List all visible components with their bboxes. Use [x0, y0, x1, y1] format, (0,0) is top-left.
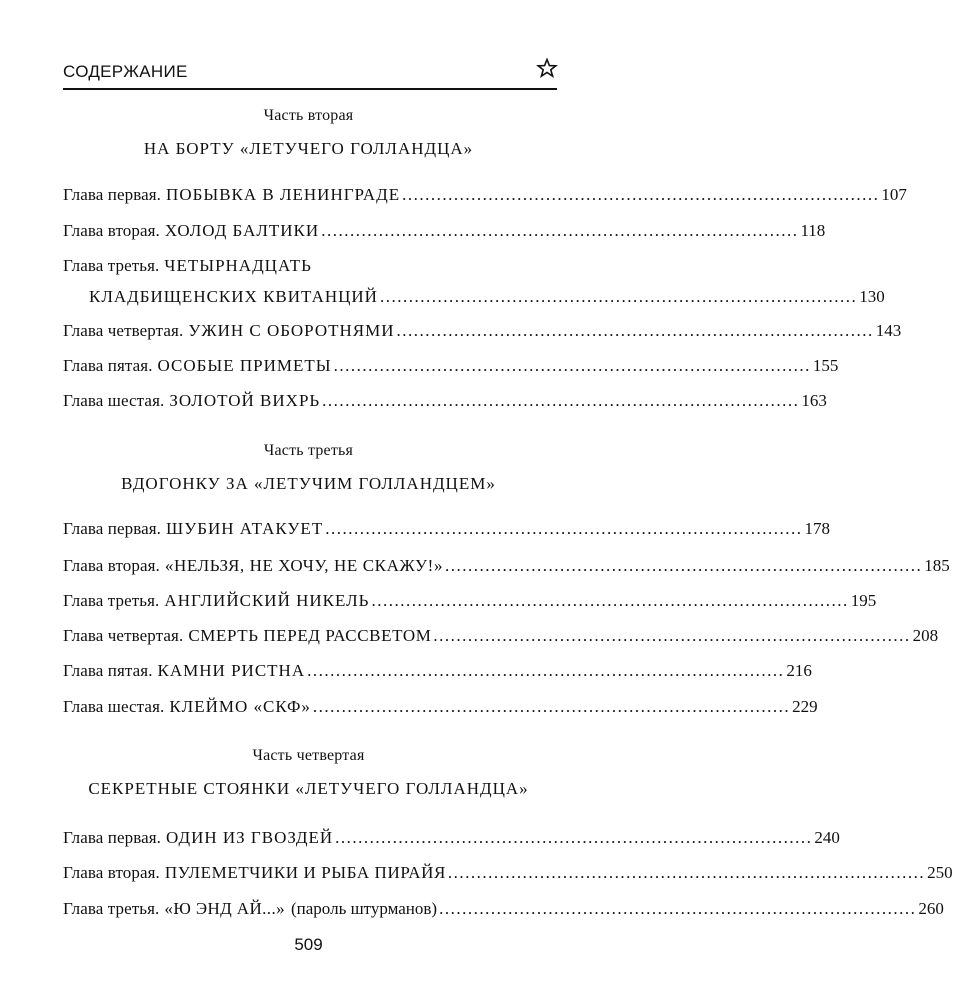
chapter-page: 130: [859, 287, 885, 306]
toc-entry[interactable]: [63, 697, 818, 721]
toc-entry[interactable]: [63, 256, 557, 280]
part-title: НА БОРТУ «ЛЕТУЧЕГО ГОЛЛАНДЦА»: [143, 139, 474, 158]
toc-entry[interactable]: [63, 321, 902, 345]
chapter-label: Глава третья.: [63, 591, 160, 610]
header-title: СОДЕРЖАНИЕ: [63, 62, 188, 81]
toc-entry[interactable]: [63, 185, 907, 209]
chapter-title: ЗОЛОТОЙ ВИХРЬ: [169, 391, 321, 410]
chapter-title: ШУБИН АТАКУЕТ: [166, 519, 324, 538]
chapter-label: Глава вторая.: [63, 556, 160, 575]
chapter-title: «Ю ЭНД АЙ...»: [164, 899, 285, 918]
part-label: Часть третья: [263, 442, 354, 459]
toc-entry[interactable]: [63, 863, 953, 887]
leader-dots: ...................................................................................: [433, 626, 911, 645]
part-title: СЕКРЕТНЫЕ СТОЯНКИ «ЛЕТУЧЕГО ГОЛЛАНДЦА»: [88, 779, 529, 798]
chapter-page: 250: [927, 863, 953, 882]
chapter-label: Глава третья.: [63, 256, 160, 275]
chapter-page: 163: [801, 391, 827, 410]
leader-dots: ...................................................................................: [371, 591, 849, 610]
chapter-page: 118: [800, 221, 826, 240]
header-rule: [63, 88, 557, 90]
chapter-label: Глава вторая.: [63, 221, 160, 240]
chapter-page: 240: [814, 828, 840, 847]
toc-entry[interactable]: [63, 899, 944, 923]
chapter-page: 195: [850, 591, 877, 610]
toc-entry[interactable]: [63, 221, 826, 245]
chapter-label: Глава шестая.: [63, 391, 165, 410]
leader-dots: ...................................................................................: [312, 697, 791, 716]
part-title: ВДОГОНКУ ЗА «ЛЕТУЧИМ ГОЛЛАНДЦЕМ»: [121, 474, 496, 493]
leader-dots: ...................................................................................: [321, 221, 799, 240]
toc-entry[interactable]: [63, 391, 827, 415]
toc-entry[interactable]: [63, 591, 877, 615]
chapter-page: 229: [792, 697, 818, 716]
leader-dots: ...................................................................................: [379, 287, 858, 306]
leader-dots: ...................................................................................: [325, 519, 803, 538]
toc-entry-continuation[interactable]: [89, 287, 885, 311]
chapter-title: ХОЛОД БАЛТИКИ: [164, 221, 320, 240]
part-label: Часть четвертая: [252, 747, 365, 764]
leader-dots: ...................................................................................: [335, 828, 813, 847]
chapter-subtitle: (пароль штурманов): [291, 899, 438, 918]
chapter-page: 155: [812, 356, 839, 375]
leader-dots: ...................................................................................: [402, 185, 880, 204]
chapter-title: ПУЛЕМЕТЧИКИ И РЫБА ПИРАЙЯ: [164, 863, 446, 882]
leader-dots: ...................................................................................: [307, 661, 785, 680]
chapter-page: 143: [875, 321, 902, 340]
leader-dots: ...................................................................................: [445, 556, 923, 575]
leader-dots: ...................................................................................: [447, 863, 926, 882]
chapter-label: Глава первая.: [63, 828, 162, 847]
chapter-page: 107: [881, 185, 907, 204]
chapter-title: ОДИН ИЗ ГВОЗДЕЙ: [166, 828, 334, 847]
chapter-title: КЛЕЙМО «СКФ»: [169, 697, 311, 716]
running-header: [63, 58, 557, 88]
chapter-label: Глава четвертая.: [63, 321, 184, 340]
toc-entry[interactable]: [63, 626, 939, 650]
chapter-label: Глава третья.: [63, 899, 160, 918]
toc-entry[interactable]: [63, 556, 950, 580]
chapter-label: Глава первая.: [63, 519, 162, 538]
chapter-page: 178: [804, 519, 830, 538]
chapter-title: ПОБЫВКА В ЛЕНИНГРАДЕ: [166, 185, 401, 204]
chapter-page: 185: [924, 556, 950, 575]
leader-dots: ...................................................................................: [439, 899, 917, 918]
chapter-page: 260: [918, 899, 944, 918]
chapter-title-continued: КЛАДБИЩЕНСКИХ КВИТАНЦИЙ: [89, 287, 378, 306]
chapter-title: «НЕЛЬЗЯ, НЕ ХОЧУ, НЕ СКАЖУ!»: [164, 556, 444, 575]
chapter-title: ОСОБЫЕ ПРИМЕТЫ: [157, 356, 332, 375]
chapter-label: Глава первая.: [63, 185, 162, 204]
chapter-page: 216: [786, 661, 812, 680]
toc-entry[interactable]: [63, 661, 812, 685]
chapter-title: УЖИН С ОБОРОТНЯМИ: [188, 321, 395, 340]
chapter-title: АНГЛИЙСКИЙ НИКЕЛЬ: [164, 591, 370, 610]
chapter-label: Глава шестая.: [63, 697, 165, 716]
chapter-label: Глава пятая.: [63, 661, 153, 680]
part-label: Часть вторая: [263, 107, 354, 124]
star-icon: [537, 58, 557, 78]
chapter-label: Глава пятая.: [63, 356, 153, 375]
leader-dots: ...................................................................................: [322, 391, 800, 410]
page-number: 509: [294, 935, 323, 954]
chapter-title: КАМНИ РИСТНА: [157, 661, 306, 680]
toc-entry[interactable]: [63, 828, 840, 852]
chapter-label: Глава вторая.: [63, 863, 160, 882]
chapter-title: СМЕРТЬ ПЕРЕД РАССВЕТОМ: [188, 626, 432, 645]
leader-dots: ...................................................................................: [396, 321, 874, 340]
chapter-title: ЧЕТЫРНАДЦАТЬ: [164, 256, 312, 275]
toc-entry[interactable]: [63, 519, 830, 543]
chapter-label: Глава четвертая.: [63, 626, 184, 645]
leader-dots: ...................................................................................: [333, 356, 811, 375]
chapter-page: 208: [912, 626, 939, 645]
toc-entry[interactable]: [63, 356, 839, 380]
